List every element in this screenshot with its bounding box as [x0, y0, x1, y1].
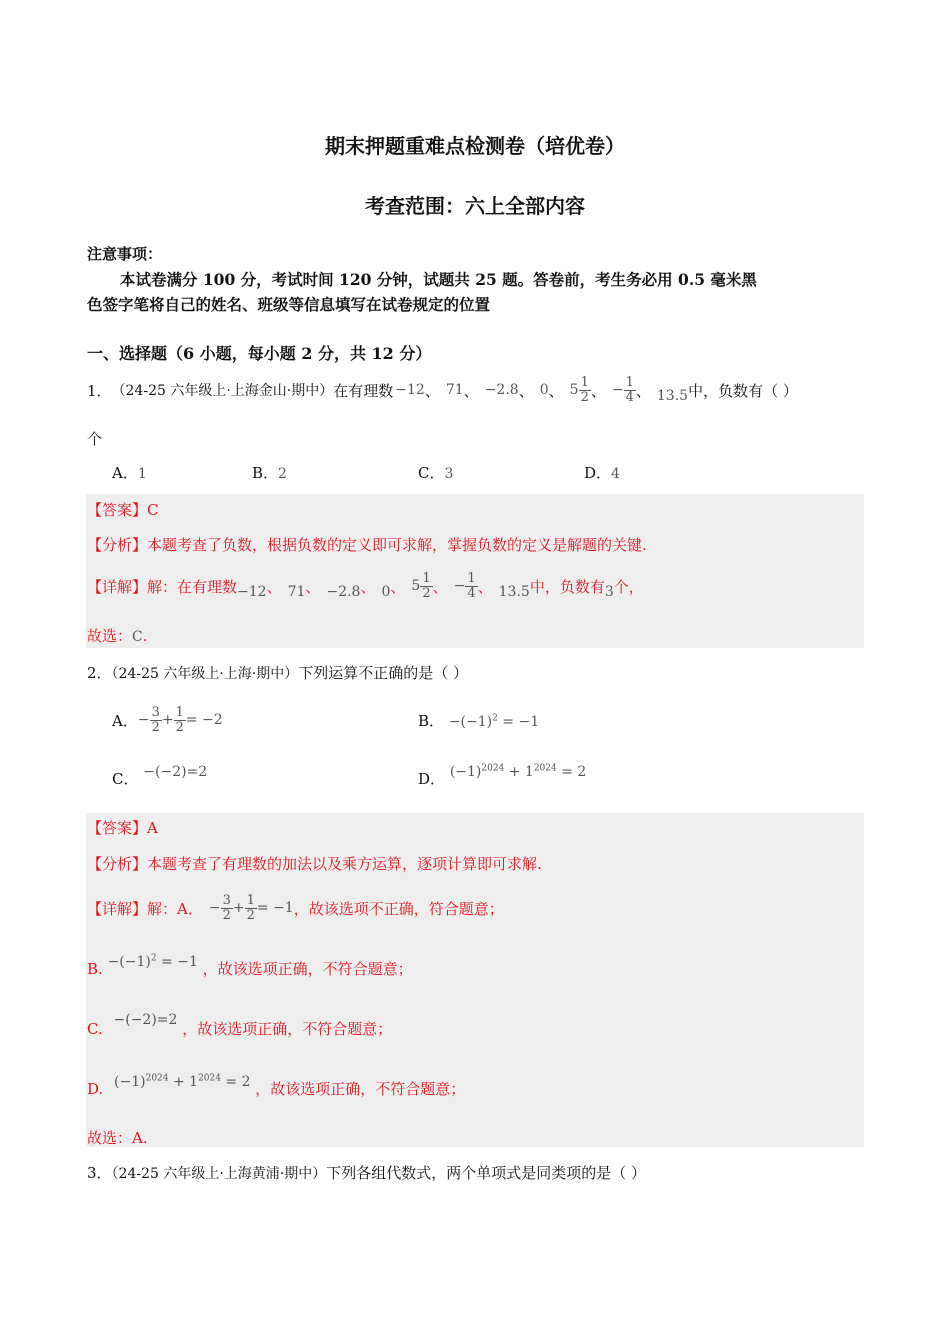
q1-detail [87, 566, 644, 606]
choice-prefix: 故选： [87, 627, 133, 645]
option-label: C． [418, 464, 445, 482]
choice-end: . [142, 627, 148, 645]
math-value: −2.8 [484, 382, 519, 398]
minus-sign: − [453, 578, 466, 594]
denominator: 4 [625, 389, 634, 405]
math-value: −12 [395, 382, 425, 398]
separator: 、 [463, 381, 479, 400]
answer-value: C [147, 501, 159, 519]
separator: 、 [432, 577, 448, 596]
choice-value: C [132, 629, 143, 645]
math-value: −2.8 [326, 584, 361, 600]
exam-scope: 考查范围：六上全部内容 [365, 194, 585, 218]
q2-answer [87, 817, 158, 838]
option-label: B． [418, 712, 445, 730]
question-2-stem [87, 662, 468, 683]
denominator: 2 [580, 389, 589, 405]
detail-text: ，故该选项正确，不符合题意； [182, 1020, 393, 1038]
math-value: 0 [539, 382, 549, 398]
answer-tag: 【答案】 [87, 501, 148, 519]
option-expression: $-(-1)^2 = -1$ [448, 713, 540, 730]
stem-text: 下列各组代数式，两个单项式是同类项的是（ ） [326, 1164, 647, 1182]
question-number: 1． [87, 381, 112, 400]
separator: 、 [266, 577, 282, 596]
fraction [624, 376, 636, 405]
separator: 、 [424, 381, 440, 400]
denominator: 4 [467, 585, 476, 601]
analysis-tag: 【分析】 [87, 855, 148, 873]
stem-text: 中，负数有（ ） [688, 381, 798, 400]
option-value: 3 [444, 466, 454, 482]
option-label: A． [112, 464, 138, 482]
analysis-text: 本题考查了负数，根据负数的定义即可求解，掌握负数的定义是解题的关键. [147, 536, 647, 554]
numerator: 1 [580, 374, 589, 390]
math-value: 13.5 [656, 388, 689, 404]
q2-option-b[interactable] [418, 710, 539, 731]
option-value: 1 [137, 466, 147, 482]
detail-text: ，故该选项不正确，符合题意； [293, 899, 504, 918]
separator: 、 [590, 381, 606, 400]
stem-text: 在有理数 [333, 381, 394, 400]
math-value: 3 [604, 584, 614, 600]
question-number: 3． [87, 1164, 112, 1182]
detail-expression: $(-1)^{2024} + 1^{2024} = 2$ [114, 1073, 251, 1090]
fraction [465, 572, 477, 601]
mixed-number-whole: 5 [411, 578, 421, 594]
question-1-stem-end: 个 [87, 430, 103, 448]
separator: 、 [518, 381, 534, 400]
question-1-stem [87, 370, 798, 410]
detail-text: 个， [613, 577, 644, 596]
separator: 、 [477, 577, 493, 596]
q2-option-d[interactable] [418, 763, 587, 789]
separator: 、 [390, 577, 406, 596]
detail-label: C. [87, 1020, 103, 1038]
option-label: D． [418, 770, 446, 788]
notice-line-1: 本试卷满分 100 分，考试时间 120 分钟，试题共 25 题。答卷前，考生务必用 0.5 毫米黑 [120, 270, 757, 289]
separator: 、 [360, 577, 376, 596]
detail-expression: −(−2)=2 [113, 1012, 178, 1028]
numerator: 1 [467, 570, 476, 586]
q1-choice [87, 625, 148, 646]
numerator: 1 [422, 570, 431, 586]
math-value: 71 [287, 584, 306, 600]
separator: 、 [548, 381, 564, 400]
notice-line-2: 色签字笔将自己的姓名、班级等信息填写在试卷规定的位置 [87, 295, 491, 314]
detail-label: B. [87, 960, 103, 978]
fraction [420, 572, 432, 601]
q2-choice: 故选：A. [87, 1129, 148, 1147]
separator: 、 [635, 381, 651, 400]
detail-label: D. [87, 1080, 104, 1098]
detail-tag: 【详解】 [87, 899, 148, 918]
numerator: 1 [625, 374, 634, 390]
option-label: C． [112, 770, 139, 788]
detail-expression: − $\frac{3}{2}$ + $\frac{1}{2}$ = −1 [208, 892, 294, 923]
q1-analysis [87, 534, 647, 555]
stem-text: 下列运算不正确的是（ ） [298, 664, 469, 682]
question-source: （24-25 六年级上·上海金山·期中） [111, 383, 334, 399]
question-number: 2． [87, 664, 112, 682]
notice-heading: 注意事项： [87, 245, 163, 263]
analysis-text: 本题考查了有理数的加法以及乘方运算，逐项计算即可求解. [147, 855, 542, 873]
math-value: 0 [381, 584, 391, 600]
option-label: B． [252, 464, 279, 482]
denominator: 2 [422, 585, 431, 601]
q2-detail-c [87, 1012, 393, 1039]
option-expression: − $\frac{3}{2}$ + $\frac{1}{2}$ = −2 [137, 704, 223, 735]
q2-detail-d [87, 1073, 466, 1099]
option-b[interactable] [252, 462, 287, 483]
q2-analysis [87, 853, 542, 874]
detail-text: 解：在有理数 [147, 577, 238, 596]
question-source: （24-25 六年级上·上海·期中） [111, 666, 299, 682]
detail-text: 解：A． [147, 899, 203, 918]
question-source: （24-25 六年级上·上海黄浦·期中） [111, 1166, 327, 1182]
option-value: 4 [611, 466, 620, 482]
separator: 、 [305, 577, 321, 596]
option-d[interactable] [584, 462, 620, 483]
answer-tag: 【答案】 [87, 819, 148, 837]
option-c[interactable] [418, 462, 453, 483]
math-value: 71 [445, 382, 464, 398]
q2-option-a[interactable] [112, 700, 223, 740]
option-label: D． [584, 464, 612, 482]
detail-text: ，故该选项正确，不符合题意； [202, 960, 413, 978]
math-value: 13.5 [498, 584, 530, 600]
question-3-stem [87, 1162, 646, 1183]
exam-title: 期末押题重难点检测卷（培优卷） [325, 134, 625, 158]
q1-answer [87, 499, 159, 520]
minus-sign: − [611, 382, 624, 398]
option-expression: −(−2)=2 [143, 764, 208, 780]
detail-expression: $-(-1)^2 = -1$ [107, 953, 198, 970]
detail-text: ，故该选项正确，不符合题意； [255, 1080, 466, 1098]
fraction [579, 376, 591, 405]
analysis-tag: 【分析】 [87, 536, 148, 554]
q2-option-c[interactable] [112, 764, 208, 789]
answer-value: A [147, 819, 158, 837]
option-value: 2 [278, 466, 287, 482]
section-heading: 一、选择题（6 小题，每小题 2 分，共 12 分） [87, 344, 432, 363]
detail-tag: 【详解】 [87, 577, 148, 596]
option-a[interactable] [112, 462, 147, 483]
math-value: −12 [237, 584, 267, 600]
mixed-number-whole: 5 [569, 382, 579, 398]
q2-detail-b [87, 953, 413, 979]
option-label: A． [112, 711, 138, 730]
detail-text: 中，负数有 [529, 577, 605, 596]
q2-detail-a [87, 888, 504, 928]
option-expression: $(-1)^{2024} + 1^{2024} = 2$ [449, 763, 587, 780]
